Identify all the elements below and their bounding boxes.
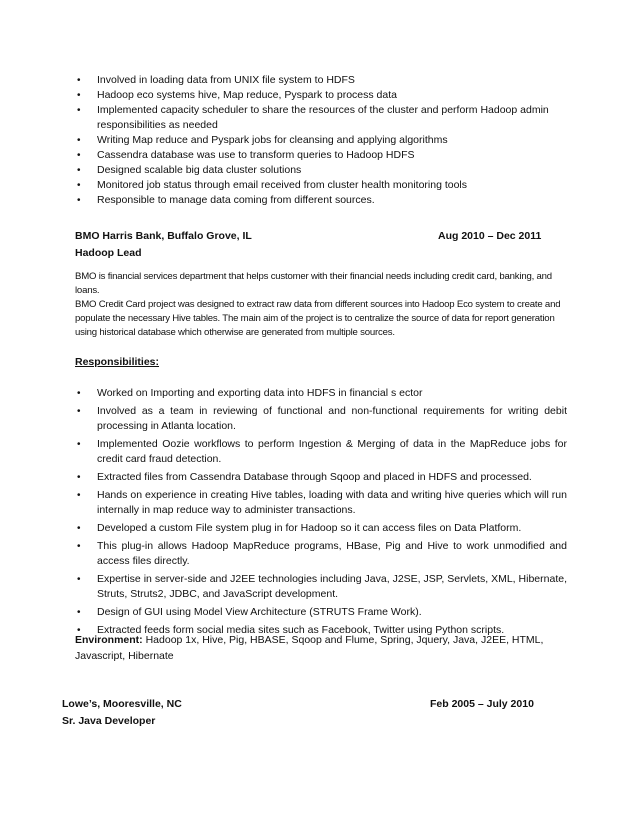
bullet-icon: • — [77, 625, 81, 636]
job1-environment — [75, 632, 567, 664]
bullet-icon: • — [77, 180, 81, 191]
list-item: • Involved in loading data from UNIX file system to HDFS — [77, 74, 355, 86]
list-item: • Expertise in server-side and J2EE technologies including Java, J2SE, JSP, Servlets, XML, Hibernate, Struts, Struts2, JDBC, and JavaScript development. — [77, 573, 567, 600]
skills-bullet-list — [75, 73, 575, 208]
job2-title: Sr. Java Developer — [62, 715, 156, 727]
list-item: • Implemented Oozie workflows to perform Ingestion & Merging of data in the MapReduce jobs for credit card fraud detection. — [77, 438, 567, 465]
bullet-icon: • — [77, 150, 81, 161]
bullet-icon: • — [77, 541, 81, 552]
bullet-icon: • — [77, 406, 81, 417]
environment-value: Hadoop 1x, Hive, Pig, HBASE, Sqoop and Flume, Spring, Jquery, Java, J2EE, HTML, Javascript, Hibernate — [75, 634, 544, 662]
environment-label: Environment: — [75, 634, 143, 646]
job2-dates: Feb 2005 – July 2010 — [430, 698, 534, 710]
bullet-icon: • — [77, 105, 81, 116]
bullet-icon: • — [77, 523, 81, 534]
bullet-icon: • — [77, 90, 81, 101]
job1-title: Hadoop Lead — [75, 247, 142, 259]
job1-description-para-1: BMO is financial services department that helps customer with their financial needs including credit card, banking, and loans. — [75, 271, 552, 296]
bullet-icon: • — [77, 165, 81, 176]
list-item: • Hadoop eco systems hive, Map reduce, Pyspark to process data — [77, 89, 397, 101]
bullet-icon: • — [77, 472, 81, 483]
list-item: • Responsible to manage data coming from different sources. — [77, 194, 375, 206]
list-item: • Designed scalable big data cluster solutions — [77, 164, 302, 176]
bullet-icon: • — [77, 195, 81, 206]
list-item: • Extracted feeds form social media sites such as Facebook, Twitter using Python scripts. — [77, 624, 505, 636]
job1-dates: Aug 2010 – Dec 2011 — [438, 230, 542, 242]
list-item: • Cassendra database was use to transform queries to Hadoop HDFS — [77, 149, 415, 161]
bullet-icon: • — [77, 388, 81, 399]
list-item: • Extracted files from Cassendra Database through Sqoop and placed in HDFS and processed. — [77, 471, 532, 483]
bullet-icon: • — [77, 439, 81, 450]
list-item: • Developed a custom File system plug in for Hadoop so it can access files on Data Platform. — [77, 522, 522, 534]
bullet-icon: • — [77, 75, 81, 86]
list-item: • Worked on Importing and exporting data into HDFS in financial s ector — [77, 387, 423, 399]
list-item: • This plug-in allows Hadoop MapReduce programs, HBase, Pig and Hive to work unmodified and access files directly. — [77, 540, 567, 567]
list-item: • Design of GUI using Model View Architecture (STRUTS Frame Work). — [77, 606, 422, 618]
bullet-icon: • — [77, 135, 81, 146]
bullet-icon: • — [77, 607, 81, 618]
job1-description-para-2: BMO Credit Card project was designed to extract raw data from different sources into Hadoop Eco system to create and populate the necessary Hive tables. The main aim of the project is to centralize the source of data for report generation using historical database which otherwise are generated from multiple sources. — [75, 299, 561, 338]
list-item: • Involved as a team in reviewing of functional and non-functional requirements for writing debit processing in Atlanta location. — [77, 405, 567, 432]
job1-description — [75, 270, 567, 340]
bullet-icon: • — [77, 490, 81, 501]
responsibilities-heading: Responsibilities: — [75, 356, 160, 368]
list-item: • Monitored job status through email received from cluster health monitoring tools — [77, 179, 468, 191]
bullet-icon: • — [77, 574, 81, 585]
list-item: • Hands on experience in creating Hive tables, loading with data and writing hive queries which will run internally in map reduce way to administer transactions. — [77, 489, 567, 516]
responsibilities-list — [75, 386, 567, 638]
list-item: • Implemented capacity scheduler to share the resources of the cluster and perform Hadoop admin responsibilities as needed — [77, 104, 549, 131]
list-item: • Writing Map reduce and Pyspark jobs for cleansing and applying algorithms — [77, 134, 448, 146]
job2-company: Lowe’s, Mooresville, NC — [62, 698, 182, 710]
job1-company: BMO Harris Bank, Buffalo Grove, IL — [75, 230, 252, 242]
